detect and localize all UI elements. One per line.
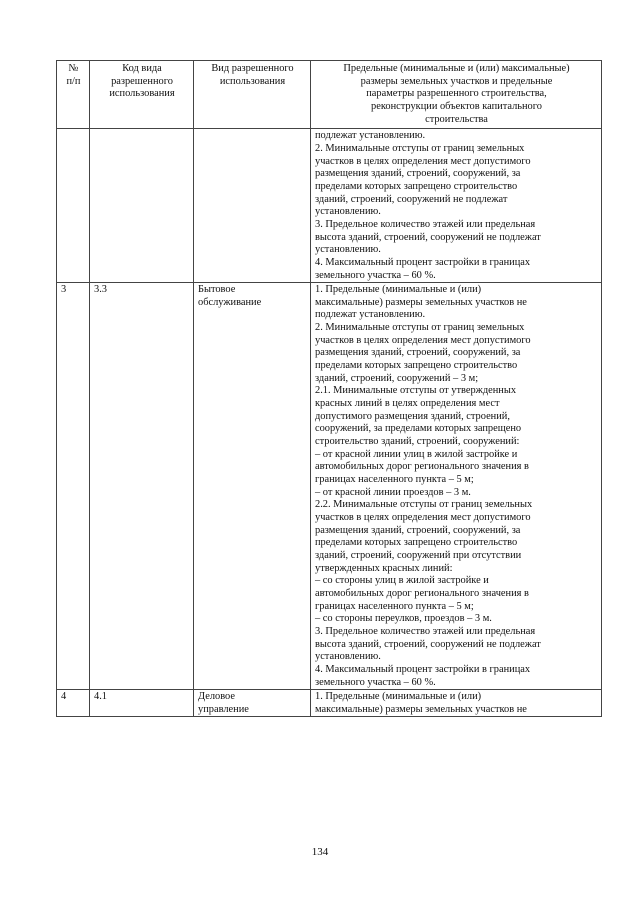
text-line: участков в целях определения мест допустимого <box>315 511 531 523</box>
text-line: размеры земельных участков и предельные <box>360 75 553 87</box>
row-parameters <box>311 690 602 717</box>
text-line: 1. Предельные (минимальные и (или) <box>315 284 482 296</box>
text-line: – от красной линии проездов – 3 м. <box>315 486 471 498</box>
text-line: автомобильных дорог регионального значения в <box>315 461 529 473</box>
text-line: участков в целях определения мест допустимого <box>315 334 531 346</box>
header-parameters <box>311 61 602 129</box>
text-line: реконструкции объектов капитального <box>371 100 542 112</box>
text-line: – со стороны переулков, проездов – 3 м. <box>315 613 492 625</box>
table-row <box>57 129 602 283</box>
row-number: 4 <box>57 690 90 717</box>
text-line: управление <box>198 703 249 715</box>
text-line: 2.2. Минимальные отступы от границ земельных <box>315 499 533 511</box>
text-line: Деловое <box>198 691 235 703</box>
row-use-type <box>194 129 311 283</box>
text-line: 4. Максимальный процент застройки в границах <box>315 663 531 675</box>
text-line: максимальные) размеры земельных участков не <box>315 703 527 715</box>
header-use-type <box>194 61 311 129</box>
table-row <box>57 283 602 690</box>
text-line: 2. Минимальные отступы от границ земельных <box>315 142 525 154</box>
text-line: границах населенного пункта – 5 м; <box>315 600 474 612</box>
text-line: п/п <box>66 75 81 87</box>
text-line: высота зданий, строений, сооружений не подлежат <box>315 638 541 650</box>
text-line: Предельные (минимальные и (или) максимальные) <box>343 63 570 74</box>
text-line: Бытовое <box>198 284 236 296</box>
header-code <box>90 61 194 129</box>
row-code: 4.1 <box>90 690 194 717</box>
text-line: установлению. <box>315 651 381 663</box>
text-line: зданий, строений, сооружений при отсутствии <box>315 549 522 561</box>
text-line: красных линий в целях определения мест <box>315 398 500 410</box>
text-line: использования <box>219 75 286 87</box>
text-line: подлежат установлению. <box>315 309 426 321</box>
row-parameters <box>311 129 602 283</box>
text-line: допустимого размещения зданий, строений, <box>315 410 510 422</box>
row-use-type <box>194 690 311 717</box>
text-line: № <box>68 63 79 74</box>
row-number: 3 <box>57 283 90 690</box>
text-line: автомобильных дорог регионального значения в <box>315 587 529 599</box>
text-line: 1. Предельные (минимальные и (или) <box>315 691 482 703</box>
text-line: строительства <box>425 113 488 125</box>
text-line: сооружений, за пределами которых запрещено <box>315 423 522 435</box>
text-line: высота зданий, строений, сооружений не подлежат <box>315 231 541 243</box>
row-code: 3.3 <box>90 283 194 690</box>
row-number <box>57 129 90 283</box>
text-line: 2.1. Минимальные отступы от утвержденных <box>315 385 517 397</box>
text-line: 2. Минимальные отступы от границ земельных <box>315 322 525 334</box>
text-line: участков в целях определения мест допустимого <box>315 155 531 167</box>
row-code <box>90 129 194 283</box>
text-line: использования <box>109 88 175 100</box>
text-line: 4. Максимальный процент застройки в границах <box>315 256 531 268</box>
text-line: обслуживание <box>198 296 262 308</box>
header-number <box>57 61 90 129</box>
text-line: установлению. <box>315 206 381 218</box>
table-row <box>57 690 602 717</box>
text-line: пределами которых запрещено строительство <box>315 360 518 372</box>
text-line: 3. Предельное количество этажей или предельная <box>315 625 536 637</box>
text-line: пределами которых запрещено строительство <box>315 537 518 549</box>
text-line: строительство зданий, строений, сооружений: <box>315 436 520 448</box>
text-line: границах населенного пункта – 5 м; <box>315 474 474 485</box>
text-line: максимальные) размеры земельных участков не <box>315 296 527 308</box>
text-line: подлежат установлению. <box>315 130 426 142</box>
text-line: земельного участка – 60 %. <box>315 676 436 688</box>
regulations-table <box>56 60 602 717</box>
text-line: зданий, строений, сооружений – 3 м; <box>315 372 479 384</box>
row-use-type <box>194 283 311 690</box>
text-line: размещения зданий, строений, сооружений, за <box>315 168 521 180</box>
text-line: разрешенного <box>111 75 173 87</box>
table-header-row <box>57 61 602 129</box>
row-parameters <box>311 283 602 690</box>
text-line: Код вида <box>122 63 162 74</box>
text-line: пределами которых запрещено строительство <box>315 180 518 192</box>
text-line: – от красной линии улиц в жилой застройке и <box>315 448 518 460</box>
text-line: зданий, строений, сооружений не подлежат <box>315 193 508 205</box>
text-line: утвержденных красных линий: <box>315 562 453 574</box>
text-line: установлению. <box>315 244 381 256</box>
text-line: размещения зданий, строений, сооружений, за <box>315 347 521 359</box>
page-number: 134 <box>311 846 329 858</box>
text-line: 3. Предельное количество этажей или предельная <box>315 218 536 230</box>
text-line: земельного участка – 60 %. <box>315 269 436 281</box>
text-line: Вид разрешенного <box>211 63 294 74</box>
text-line: размещения зданий, строений, сооружений, за <box>315 524 521 536</box>
text-line: параметры разрешенного строительства, <box>366 88 547 100</box>
text-line: – со стороны улиц в жилой застройке и <box>315 575 489 587</box>
